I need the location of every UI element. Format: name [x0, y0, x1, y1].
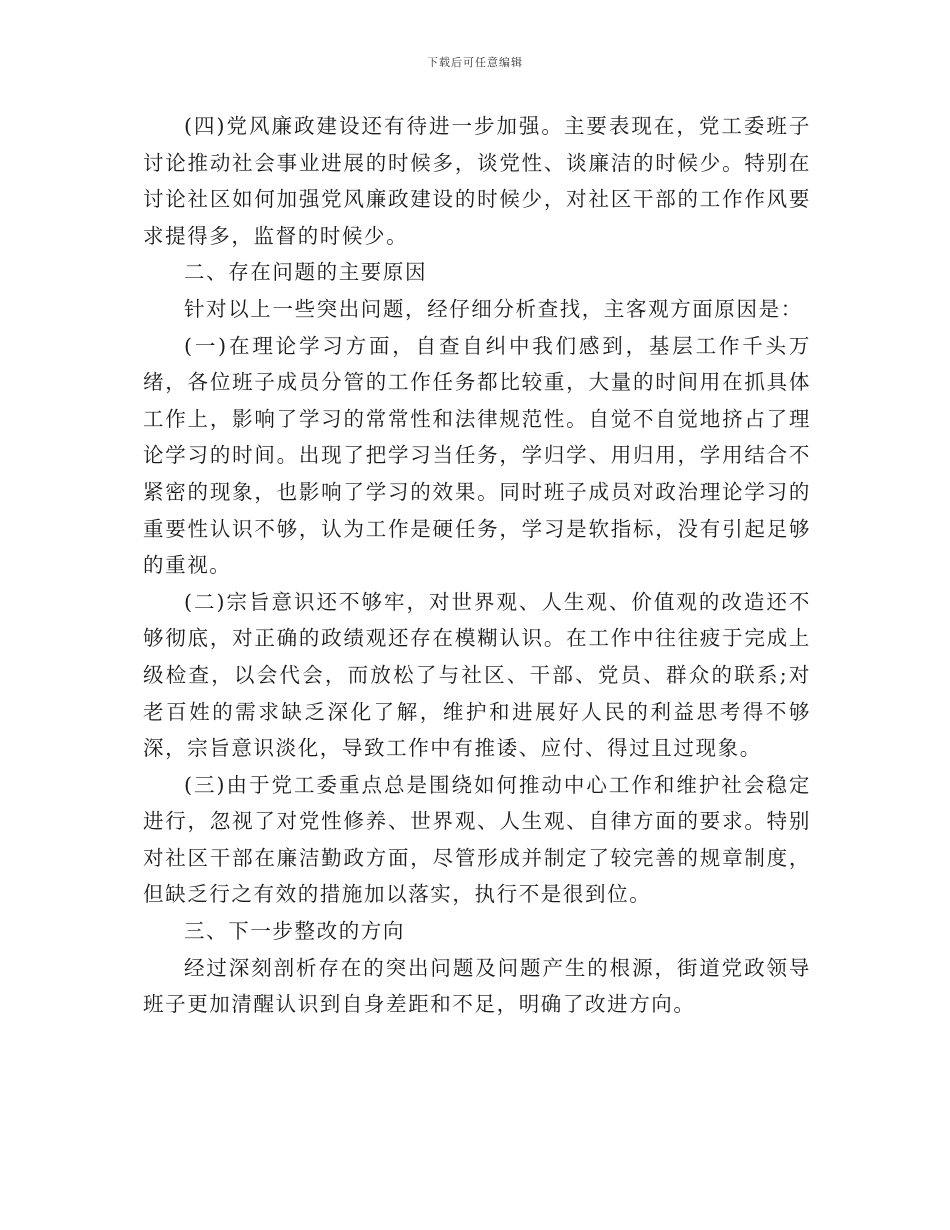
paragraph-intro-causes: 针对以上一些突出问题，经仔细分析查找，主客观方面原因是： [184, 296, 803, 321]
paragraph-discipline: (三)由于党工委重点总是围绕如何推动中心工作和维护社会稳定进行，忽视了对党性修养、世界观、人生观、自律方面的要求。特别对社区干部在廉洁勤政方面，尽管形成并制定了较完善的规章制度，但缺乏行之有效的措施加以落实，执行不是很到位。 [143, 772, 811, 907]
paragraph-theory-study: (一)在理论学习方面，自查自纠中我们感到，基层工作千头万绪，各位班子成员分管的工作任务都比较重，大量的时间用在抓具体工作上，影响了学习的常常性和法律规范性。自觉不自觉地挤占了理论学习的时间。出现了把学习当任务，学归学、用归用，学用结合不紧密的现象，也影响了学习的效果。同时班子成员对政治理论学习的重要性认识不够，认为工作是硬任务，学习是软指标，没有引起足够的重视。 [143, 333, 811, 578]
section-heading-main-causes: 二、存在问题的主要原因 [184, 260, 428, 285]
document-body [143, 108, 811, 1023]
paragraph-purpose-awareness: (二)宗旨意识还不够牢，对世界观、人生观、价值观的改造还不够彻底，对正确的政绩观还存在模糊认识。在工作中往往疲于完成上级检查，以会代会，而放松了与社区、干部、党员、群众的联系;对老百姓的需求缺乏深化了解，维护和进展好人民的利益思考得不够深，宗旨意识淡化，导致工作中有推诿、应付、得过且过现象。 [143, 589, 811, 761]
page-header: 下载后可任意编辑 [427, 56, 523, 69]
section-heading-next-steps: 三、下一步整改的方向 [184, 919, 405, 944]
paragraph-party-conduct: (四)党风廉政建设还有待进一步加强。主要表现在，党工委班子讨论推动社会事业进展的时候多，谈党性、谈廉洁的时候少。特别在讨论社区如何加强党风廉政建设的时候少，对社区干部的工作作风要求提得多，监督的时候少。 [143, 114, 811, 248]
paragraph-improvement-direction: 经过深刻剖析存在的突出问题及问题产生的根源，街道党政领导班子更加清醒认识到自身差距和不足，明确了改进方向。 [143, 955, 811, 1017]
